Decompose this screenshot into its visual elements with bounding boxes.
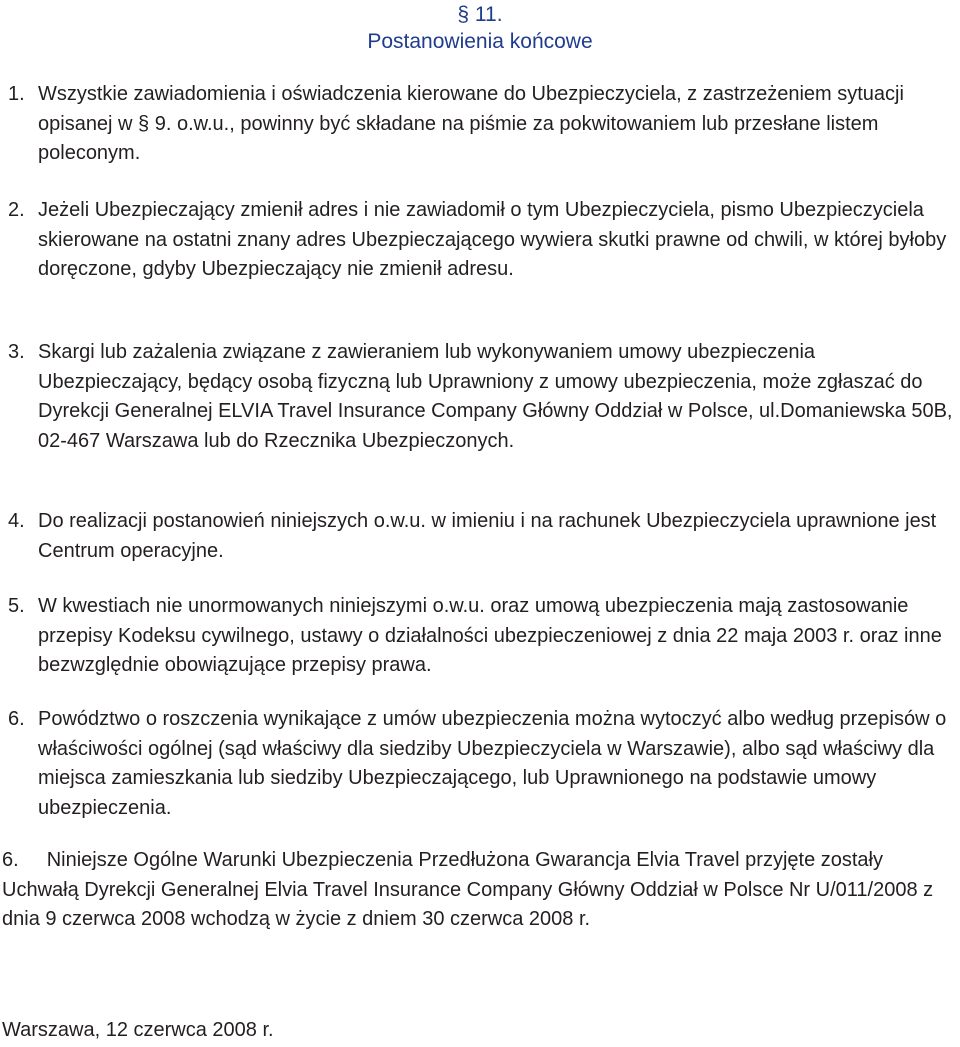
list-item: [8, 705, 958, 823]
item-text: Skargi lub zażalenia związane z zawieraniem lub wykonywaniem umowy ubezpieczenia Ubezpieczający, będący osobą fizyczną lub Uprawniony z umowy ubezpieczenia, może zgłaszać do Dyrekcji Generalnej ELVIA Travel Insurance Company Główny Oddział w Polsce, ul.Domaniewska 50B, 02-467 Warszawa lub do Rzecznika Ubezpieczonych.: [38, 341, 953, 452]
place-date: Warszawa, 12 czerwca 2008 r.: [2, 1019, 274, 1041]
item-number: 1.: [8, 83, 25, 105]
item-text: Jeżeli Ubezpieczający zmienił adres i nie zawiadomił o tym Ubezpieczyciela, pismo Ubezpieczyciela skierowane na ostatni znany adres Ubezpieczającego wywiera skutki prawne od chwili, w której byłoby doręczone, gdyby Ubezpieczający nie zmienił adresu.: [38, 199, 947, 280]
list-item: [8, 507, 958, 566]
item-number: 4.: [8, 510, 25, 532]
list-item: [8, 592, 958, 681]
list-item: [8, 338, 958, 456]
item-number: 5.: [8, 595, 25, 617]
item-number: 6.: [8, 708, 25, 730]
item-text: Wszystkie zawiadomienia i oświadczenia kierowane do Ubezpieczyciela, z zastrzeżeniem sytuacji opisanej w § 9. o.w.u., powinny być składane na piśmie za pokwitowaniem lub przesłane listem poleconym.: [38, 83, 904, 164]
item-text: Powództwo o roszczenia wynikające z umów ubezpieczenia można wytoczyć albo według przepisów o właściwości ogólnej (sąd właściwy dla siedziby Ubezpieczyciela w Warszawie), albo sąd właściwy dla miejsca zamieszkania lub siedziby Ubezpieczającego, lub Uprawnionego na podstawie umowy ubezpieczenia.: [38, 708, 947, 819]
list-item: [8, 80, 958, 169]
list-item: [8, 196, 958, 285]
final-clause-number: 6.: [2, 849, 19, 871]
section-number: § 11.: [457, 3, 503, 26]
item-text: W kwestiach nie unormowanych niniejszymi o.w.u. oraz umową ubezpieczenia mają zastosowanie przepisy Kodeksu cywilnego, ustawy o działalności ubezpieczeniowej z dnia 22 maja 2003 r. oraz inne bezwzględnie obowiązujące przepisy prawa.: [38, 595, 942, 676]
section-title: Postanowienia końcowe: [367, 30, 593, 53]
item-text: Do realizacji postanowień niniejszych o.w.u. w imieniu i na rachunek Ubezpieczyciela uprawnione jest Centrum operacyjne.: [38, 510, 937, 562]
item-number: 2.: [8, 199, 25, 221]
final-clause: [2, 846, 958, 935]
final-clause-text: Niniejsze Ogólne Warunki Ubezpieczenia Przedłużona Gwarancja Elvia Travel przyjęte zostały Uchwałą Dyrekcji Generalnej Elvia Travel Insurance Company Główny Oddział w Polsce Nr U/011/2008 z dnia 9 czerwca 2008 wchodzą w życie z dniem 30 czerwca 2008 r.: [2, 849, 934, 930]
item-number: 3.: [8, 341, 25, 363]
